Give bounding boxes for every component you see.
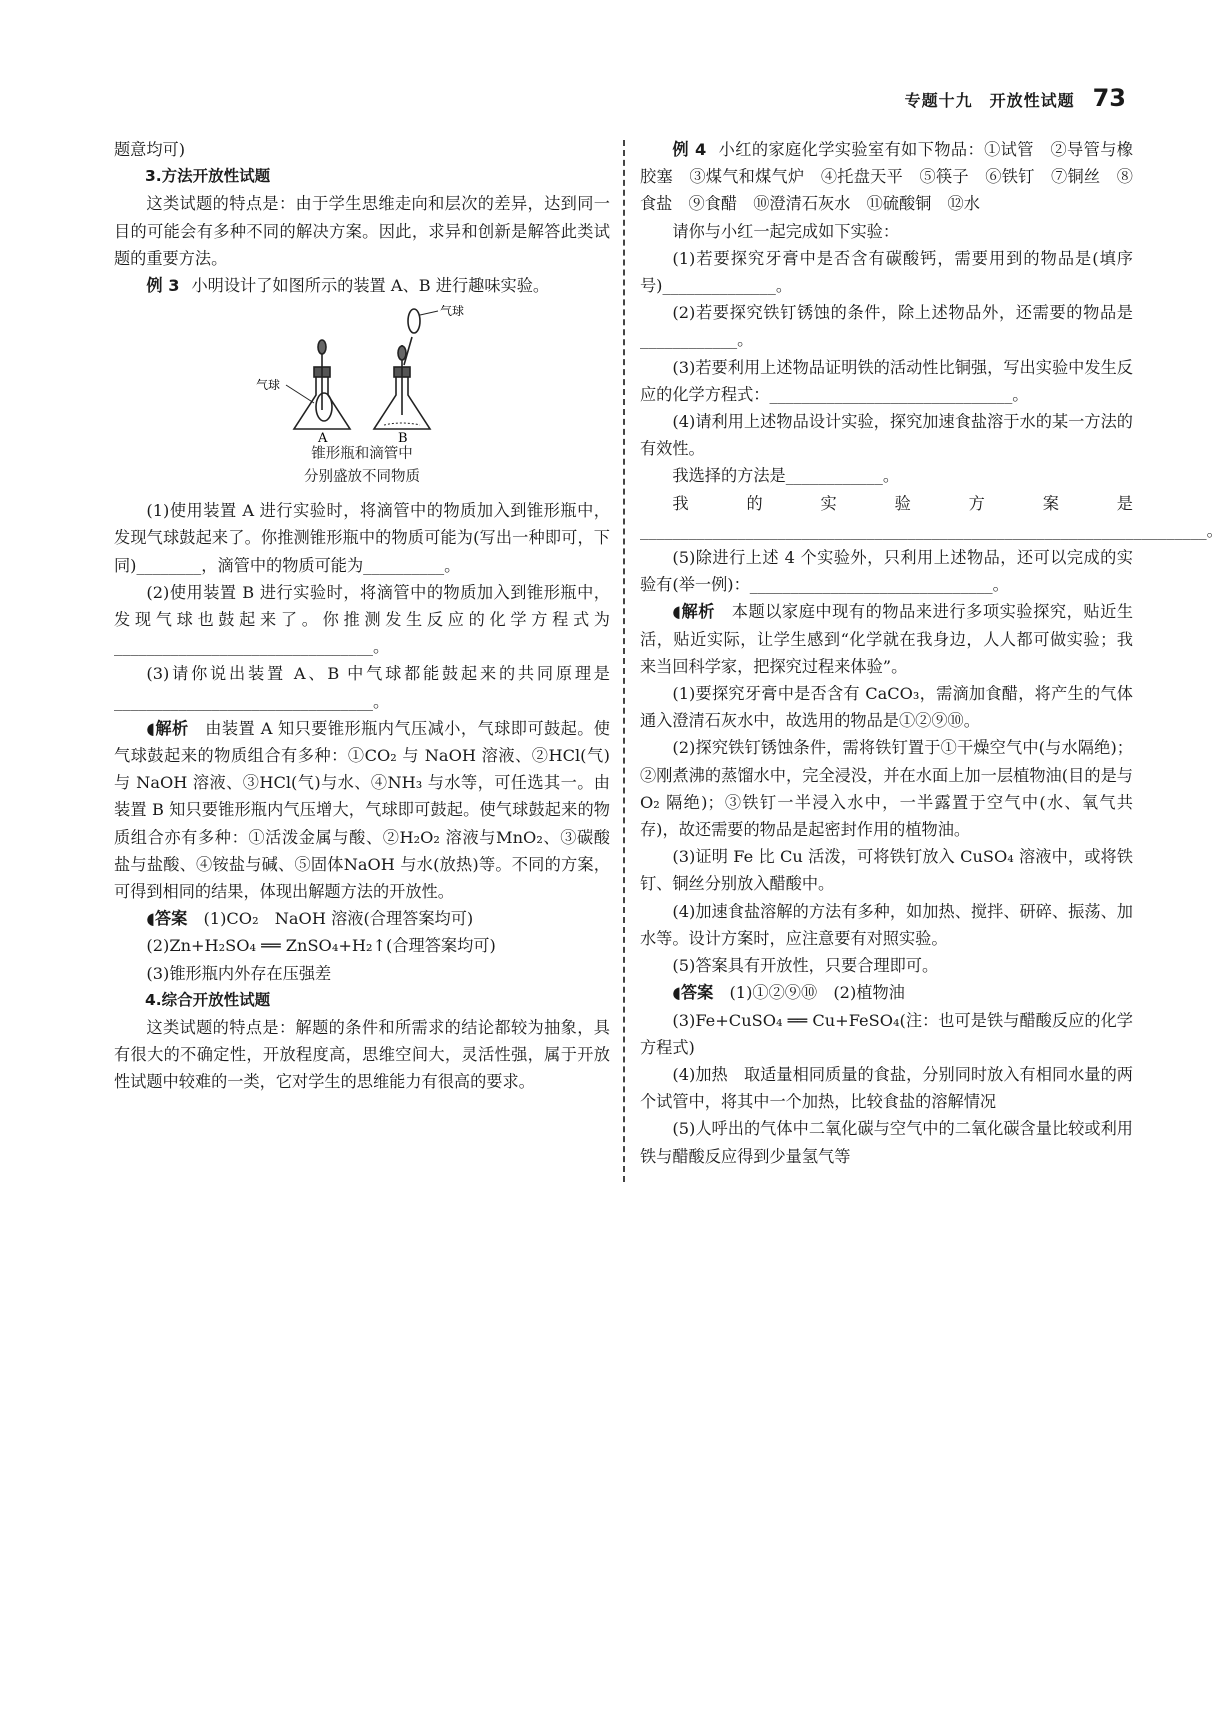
analysis-point-5: (5)答案具有开放性，只要合理即可。 xyxy=(672,956,939,976)
example-3-label: 例 3 xyxy=(146,276,180,296)
analysis-point-4: (4)加速食盐溶解的方法有多种，如加热、搅拌、研碎、振荡、加水等。设计方案时，应注意要有对照实验。 xyxy=(640,901,1133,948)
figure-caption-1: 锥形瓶和滴管中 xyxy=(311,446,413,463)
example-4-label: 例 4 xyxy=(672,140,707,159)
example-3-q2: (2)使用装置 B 进行实验时，将滴管中的物质加入到锥形瓶中，发现气球也鼓起来了。你推测发生反应的化学方程式为________________________________。 xyxy=(114,582,610,657)
example-4-text: 小红的家庭化学实验室有如下物品：①试管 ②导管与橡胶塞 ③煤气和煤气炉 ④托盘天平 ⑤筷子 ⑥铁钉 ⑦铜丝 ⑧食盐 ⑨食醋 ⑩澄清石灰水 ⑪硫酸铜 ⑫水 xyxy=(640,140,1133,214)
flask-a-label: A xyxy=(318,431,328,444)
answer-label: ◖答案 xyxy=(146,909,188,929)
section-3-intro: 这类试题的特点是：由于学生思维走向和层次的差异，达到同一目的可能会有多种不同的解决方案。因此，求异和创新是解答此类试题的重要方法。 xyxy=(114,194,610,268)
figure-caption-2: 分别盛放不同物质 xyxy=(304,469,420,486)
example-4-q1: (1)若要探究牙膏中是否含有碳酸钙，需要用到的物品是(填序号)______________。 xyxy=(640,248,1133,296)
example-3-stem xyxy=(114,272,610,299)
flask-b-label: B xyxy=(398,431,408,444)
right-column xyxy=(640,136,1223,1170)
example-3-text: 小明设计了如图所示的装置 A、B 进行趣味实验。 xyxy=(191,276,550,296)
example-3-answer-2: (2)Zn+H₂SO₄ ══ ZnSO₄+H₂↑(合理答案均可) xyxy=(146,936,496,956)
analysis-text: 由装置 A 知只要锥形瓶内气压减小，气球即可鼓起。使气球鼓起来的物质组合有多种：①CO₂ 与 NaOH 溶液、②HCl(气)与 NaOH 溶液、③HCl(气)与水、④NH₃ 与水等，可任选其一。由装置 B 知只要锥形瓶内气压增大，气球即可鼓起。使气球鼓起来的物质组合亦有多种：①活泼金属与酸、②H₂O₂ 溶液与MnO₂、③碳酸盐与盐酸、④铵盐与碱、⑤固体NaOH 与水(放热)等。不同的方案，可得到相同的结果，体现出解题方法的开放性。 xyxy=(114,718,610,902)
example-4-intro: 请你与小红一起完成如下实验： xyxy=(672,221,900,241)
column-divider xyxy=(623,140,625,1182)
example-4-analysis xyxy=(640,598,1133,680)
balloon-label-b: 气球 xyxy=(440,305,465,319)
example-3-answer-1 xyxy=(114,905,610,932)
flask-diagram xyxy=(252,305,472,443)
example-4-answer-3: (3)Fe+CuSO₄ ══ Cu+FeSO₄(注：也可是铁与醋酸反应的化学方程式) xyxy=(640,1010,1133,1057)
example-4-stem xyxy=(640,136,1133,218)
example-3-q3: (3)请你说出装置 A、B 中气球都能鼓起来的共同原理是________________________________。 xyxy=(114,664,610,711)
analysis-point-3: (3)证明 Fe 比 Cu 活泼，可将铁钉放入 CuSO₄ 溶液中，或将铁钉、铜丝分别放入醋酸中。 xyxy=(640,847,1133,894)
example-4-q3: (3)若要利用上述物品证明铁的活动性比铜强，写出实验中发生反应的化学方程式：______________________________。 xyxy=(640,357,1133,404)
analysis-point-1: (1)要探究牙膏中是否含有 CaCO₃，需滴加食醋，将产生的气体通入澄清石灰水中，故选用的物品是①②⑨⑩。 xyxy=(640,684,1133,731)
section-heading-4: 4.综合开放性试题 xyxy=(145,990,271,1009)
header-title: 专题十九 开放性试题 xyxy=(904,91,1075,110)
analysis-point-2: (2)探究铁钉锈蚀条件，需将铁钉置于①干燥空气中(与水隔绝)；②刚煮沸的蒸馏水中，完全浸没，并在水面上加一层植物油(目的是与 O₂ 隔绝)；③铁钉一半浸入水中，一半露置于空气中(水、氧气共存)，故还需要的物品是起密封作用的植物油。 xyxy=(640,738,1133,840)
example-4-q5: (5)除进行上述 4 个实验外，只利用上述物品，还可以完成的实验有(举一例)：______________________________。 xyxy=(640,548,1133,595)
example-3-analysis xyxy=(114,715,610,905)
section-4-intro: 这类试题的特点是：解题的条件和所需求的结论都较为抽象，具有很大的不确定性，开放程度高，思维空间大，灵活性强，属于开放性试题中较难的一类，它对学生的思维能力有很高的要求。 xyxy=(114,1018,610,1092)
example-4-q4: (4)请利用上述物品设计实验，探究加速食盐溶于水的某一方法的有效性。 xyxy=(640,412,1133,459)
example-4-q2: (2)若要探究铁钉锈蚀的条件，除上述物品外，还需要的物品是____________。 xyxy=(640,303,1133,350)
example-3-answer-3: (3)锥形瓶内外存在压强差 xyxy=(146,963,332,983)
continuation-line: 题意均可) xyxy=(114,140,186,159)
page-header xyxy=(905,84,1126,112)
analysis-text: 本题以家庭中现有的物品来进行多项实验探究，贴近生活，贴近实际，让学生感到“化学就在我身边，人人都可做实验；我来当回科学家，把探究过程来体验”。 xyxy=(640,602,1134,676)
apparatus-figure xyxy=(114,305,610,489)
example-4-q4-method: 我选择的方法是____________。 xyxy=(672,466,900,486)
example-3-q1: (1)使用装置 A 进行实验时，将滴管中的物质加入到锥形瓶中，发现气球鼓起来了。你推测锥形瓶中的物质可能为(写出一种即可，下同)________，滴管中的物质可能为__________。 xyxy=(114,501,610,575)
flask-a xyxy=(286,340,350,429)
flask-b xyxy=(374,309,438,429)
answer-1-text: (1)①②⑨⑩ (2)植物油 xyxy=(729,983,905,1003)
example-4-answer-1 xyxy=(640,979,1133,1006)
analysis-label: ◖解析 xyxy=(146,718,189,738)
answer-1-text: (1)CO₂ NaOH 溶液(合理答案均可) xyxy=(203,909,474,929)
section-heading-3: 3.方法开放性试题 xyxy=(145,167,271,186)
example-4-q4-plan: 我的实验方案是______________________________________________________________________。 xyxy=(640,493,1223,540)
example-4-answer-5: (5)人呼出的气体中二氧化碳与空气中的二氧化碳含量比较或利用铁与醋酸反应得到少量氢气等 xyxy=(640,1119,1133,1166)
analysis-label: ◖解析 xyxy=(672,602,715,622)
page-number: 73 xyxy=(1092,84,1126,112)
example-4-answer-4: (4)加热 取适量相同质量的食盐，分别同时放入有相同水量的两个试管中，将其中一个加热，比较食盐的溶解情况 xyxy=(640,1064,1133,1112)
balloon-label-a: 气球 xyxy=(256,378,281,393)
left-column xyxy=(114,136,610,1096)
answer-label: ◖答案 xyxy=(672,983,714,1003)
